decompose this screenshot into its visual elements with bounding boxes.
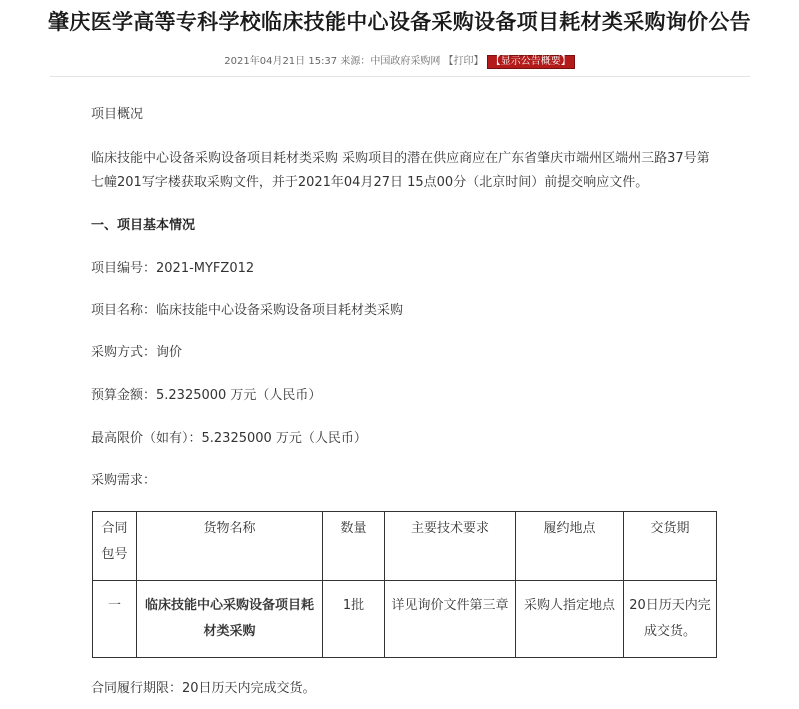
project-number: 项目编号：2021-MYFZ012 [91, 261, 255, 276]
max-price: 最高限价（如有）：5.2325000 万元（人民币） [91, 431, 367, 446]
publish-date: 2021年04月21日 15:37 [224, 56, 338, 67]
cell-package: 一 [93, 581, 137, 658]
show-summary-button[interactable]: 【显示公告概要】 [487, 55, 575, 69]
table-row [93, 581, 717, 658]
source-label: 来源：中国政府采购网 [340, 56, 441, 67]
procurement-method: 采购方式：询价 [91, 345, 183, 360]
cell-quantity: 1批 [323, 581, 385, 658]
header-cell-location: 履约地点 [516, 512, 624, 581]
meta-bar [0, 52, 799, 69]
project-name: 项目名称：临床技能中心设备采购设备项目耗材类采购 [91, 303, 404, 318]
section-basic-info-heading: 一、项目基本情况 [91, 218, 196, 233]
print-link[interactable]: 【打印】 [443, 56, 484, 67]
overview-heading: 项目概况 [91, 107, 144, 122]
cell-delivery: 20日历天内完成交货。 [624, 581, 717, 658]
overview-text: 临床技能中心设备采购设备项目耗材类采购 采购项目的潜在供应商应在广东省肇庆市端州区端州三路37号第七幢201写字楼获取采购文件，并于2021年04月27日 15点00分（北京时间）前提交响应文件。 [91, 151, 710, 190]
header-cell-goods-name: 货物名称 [137, 512, 323, 581]
page-title: 肇庆医学高等专科学校临床技能中心设备采购设备项目耗材类采购询价公告 [48, 10, 751, 34]
cell-goods-name: 临床技能中心采购设备项目耗材类采购 [137, 581, 323, 658]
contract-period: 合同履行期限：20日历天内完成交货。 [91, 681, 316, 696]
requirements-table [92, 511, 717, 658]
header-cell-package: 合同包号 [93, 512, 137, 581]
cell-tech-req: 详见询价文件第三章 [385, 581, 516, 658]
table-header-row [93, 512, 717, 581]
header-cell-quantity: 数量 [323, 512, 385, 581]
budget-amount: 预算金额：5.2325000 万元（人民币） [91, 388, 322, 403]
header-cell-delivery: 交货期 [624, 512, 717, 581]
cell-location: 采购人指定地点 [516, 581, 624, 658]
requirements-label: 采购需求： [91, 473, 157, 488]
header-divider [50, 76, 750, 77]
header-cell-tech-req: 主要技术要求 [385, 512, 516, 581]
